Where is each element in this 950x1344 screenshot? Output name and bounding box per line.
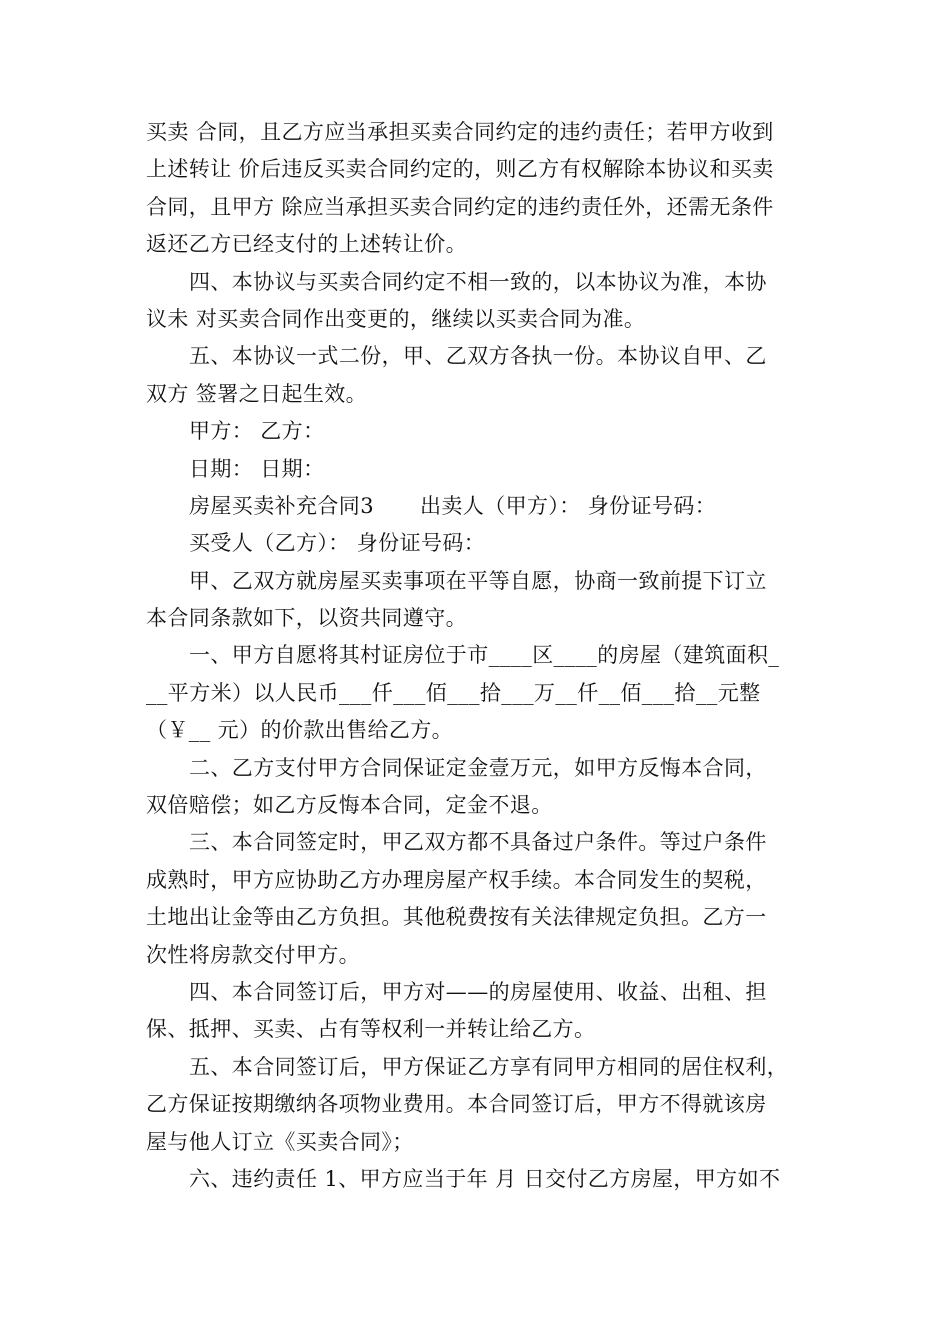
paragraph-line: __平方米）以人民币___仟___佰___拾___万__仟__佰___拾__元整 — [146, 680, 761, 705]
paragraph-line: 二、乙方支付甲方合同保证定金壹万元，如甲方反悔本合同， — [189, 755, 767, 780]
paragraph-line: （￥__ 元）的价款出售给乙方。 — [146, 718, 454, 743]
paragraph-line: 保、抵押、买卖、占有等权利一并转让给乙方。 — [146, 1017, 596, 1042]
paragraph-line: 甲、乙双方就房屋买卖事项在平等自愿，协商一致前提下订立 — [189, 568, 767, 593]
paragraph-line: 成熟时，甲方应协助乙方办理房屋产权手续。本合同发生的契税， — [146, 867, 767, 892]
paragraph-line: 五、本协议一式二份，甲、乙双方各执一份。本协议自甲、乙 — [189, 344, 767, 369]
paragraph-line: 土地出让金等由乙方负担。其他税费按有关法律规定负担。乙方一 — [146, 905, 767, 930]
contract-title-line — [146, 488, 808, 525]
paragraph-line: 一、甲方自愿将其村证房位于市____区____的房屋（建筑面积_ — [189, 643, 780, 668]
buyer-line: 买受人（乙方）： 身份证号码： — [189, 531, 486, 556]
paragraph-line: 议未 对买卖合同作出变更的，继续以买卖合同为准。 — [146, 306, 646, 331]
paragraph-line: 屋与他人订立《买卖合同》； — [146, 1129, 414, 1154]
document-body — [146, 114, 808, 1198]
paragraph-line: 双方 签署之日起生效。 — [146, 381, 368, 406]
paragraph-line: 五、本合同签订后，甲方保证乙方享有同甲方相同的居住权利， — [189, 1054, 789, 1079]
paragraph-line: 乙方保证按期缴纳各项物业费用。本合同签订后，甲方不得就该房 — [146, 1092, 767, 1117]
paragraph-line: 三、本合同签定时，甲乙双方都不具备过户条件。等过户条件 — [189, 830, 767, 855]
paragraph-line: 返还乙方已经支付的上述转让价。 — [146, 232, 467, 257]
paragraph-line: 本合同条款如下，以资共同遵守。 — [146, 606, 467, 631]
signature-date-line: 日期： 日期： — [189, 456, 325, 481]
signature-parties-line: 甲方： 乙方： — [189, 419, 325, 444]
paragraph-line: 双倍赔偿；如乙方反悔本合同，定金不退。 — [146, 793, 553, 818]
paragraph-line: 合同，且甲方 除应当承担买卖合同约定的违约责任外，还需无条件 — [146, 194, 774, 219]
contract-title: 房屋买卖补充合同3 — [189, 493, 374, 518]
seller-line: 出卖人（甲方）： 身份证号码： — [419, 493, 717, 518]
paragraph-line: 次性将房款交付甲方。 — [146, 942, 360, 967]
paragraph-line: 六、违约责任 1、甲方应当于年 月 日交付乙方房屋，甲方如不 — [189, 1166, 781, 1191]
paragraph-line: 上述转让 价后违反买卖合同约定的，则乙方有权解除本协议和买卖 — [146, 157, 774, 182]
paragraph-line: 四、本合同签订后，甲方对——的房屋使用、收益、出租、担 — [189, 979, 767, 1004]
paragraph-line: 买卖 合同，且乙方应当承担买卖合同约定的违约责任；若甲方收到 — [146, 120, 774, 144]
paragraph-line: 四、本协议与买卖合同约定不相一致的，以本协议为准，本协 — [189, 269, 767, 294]
